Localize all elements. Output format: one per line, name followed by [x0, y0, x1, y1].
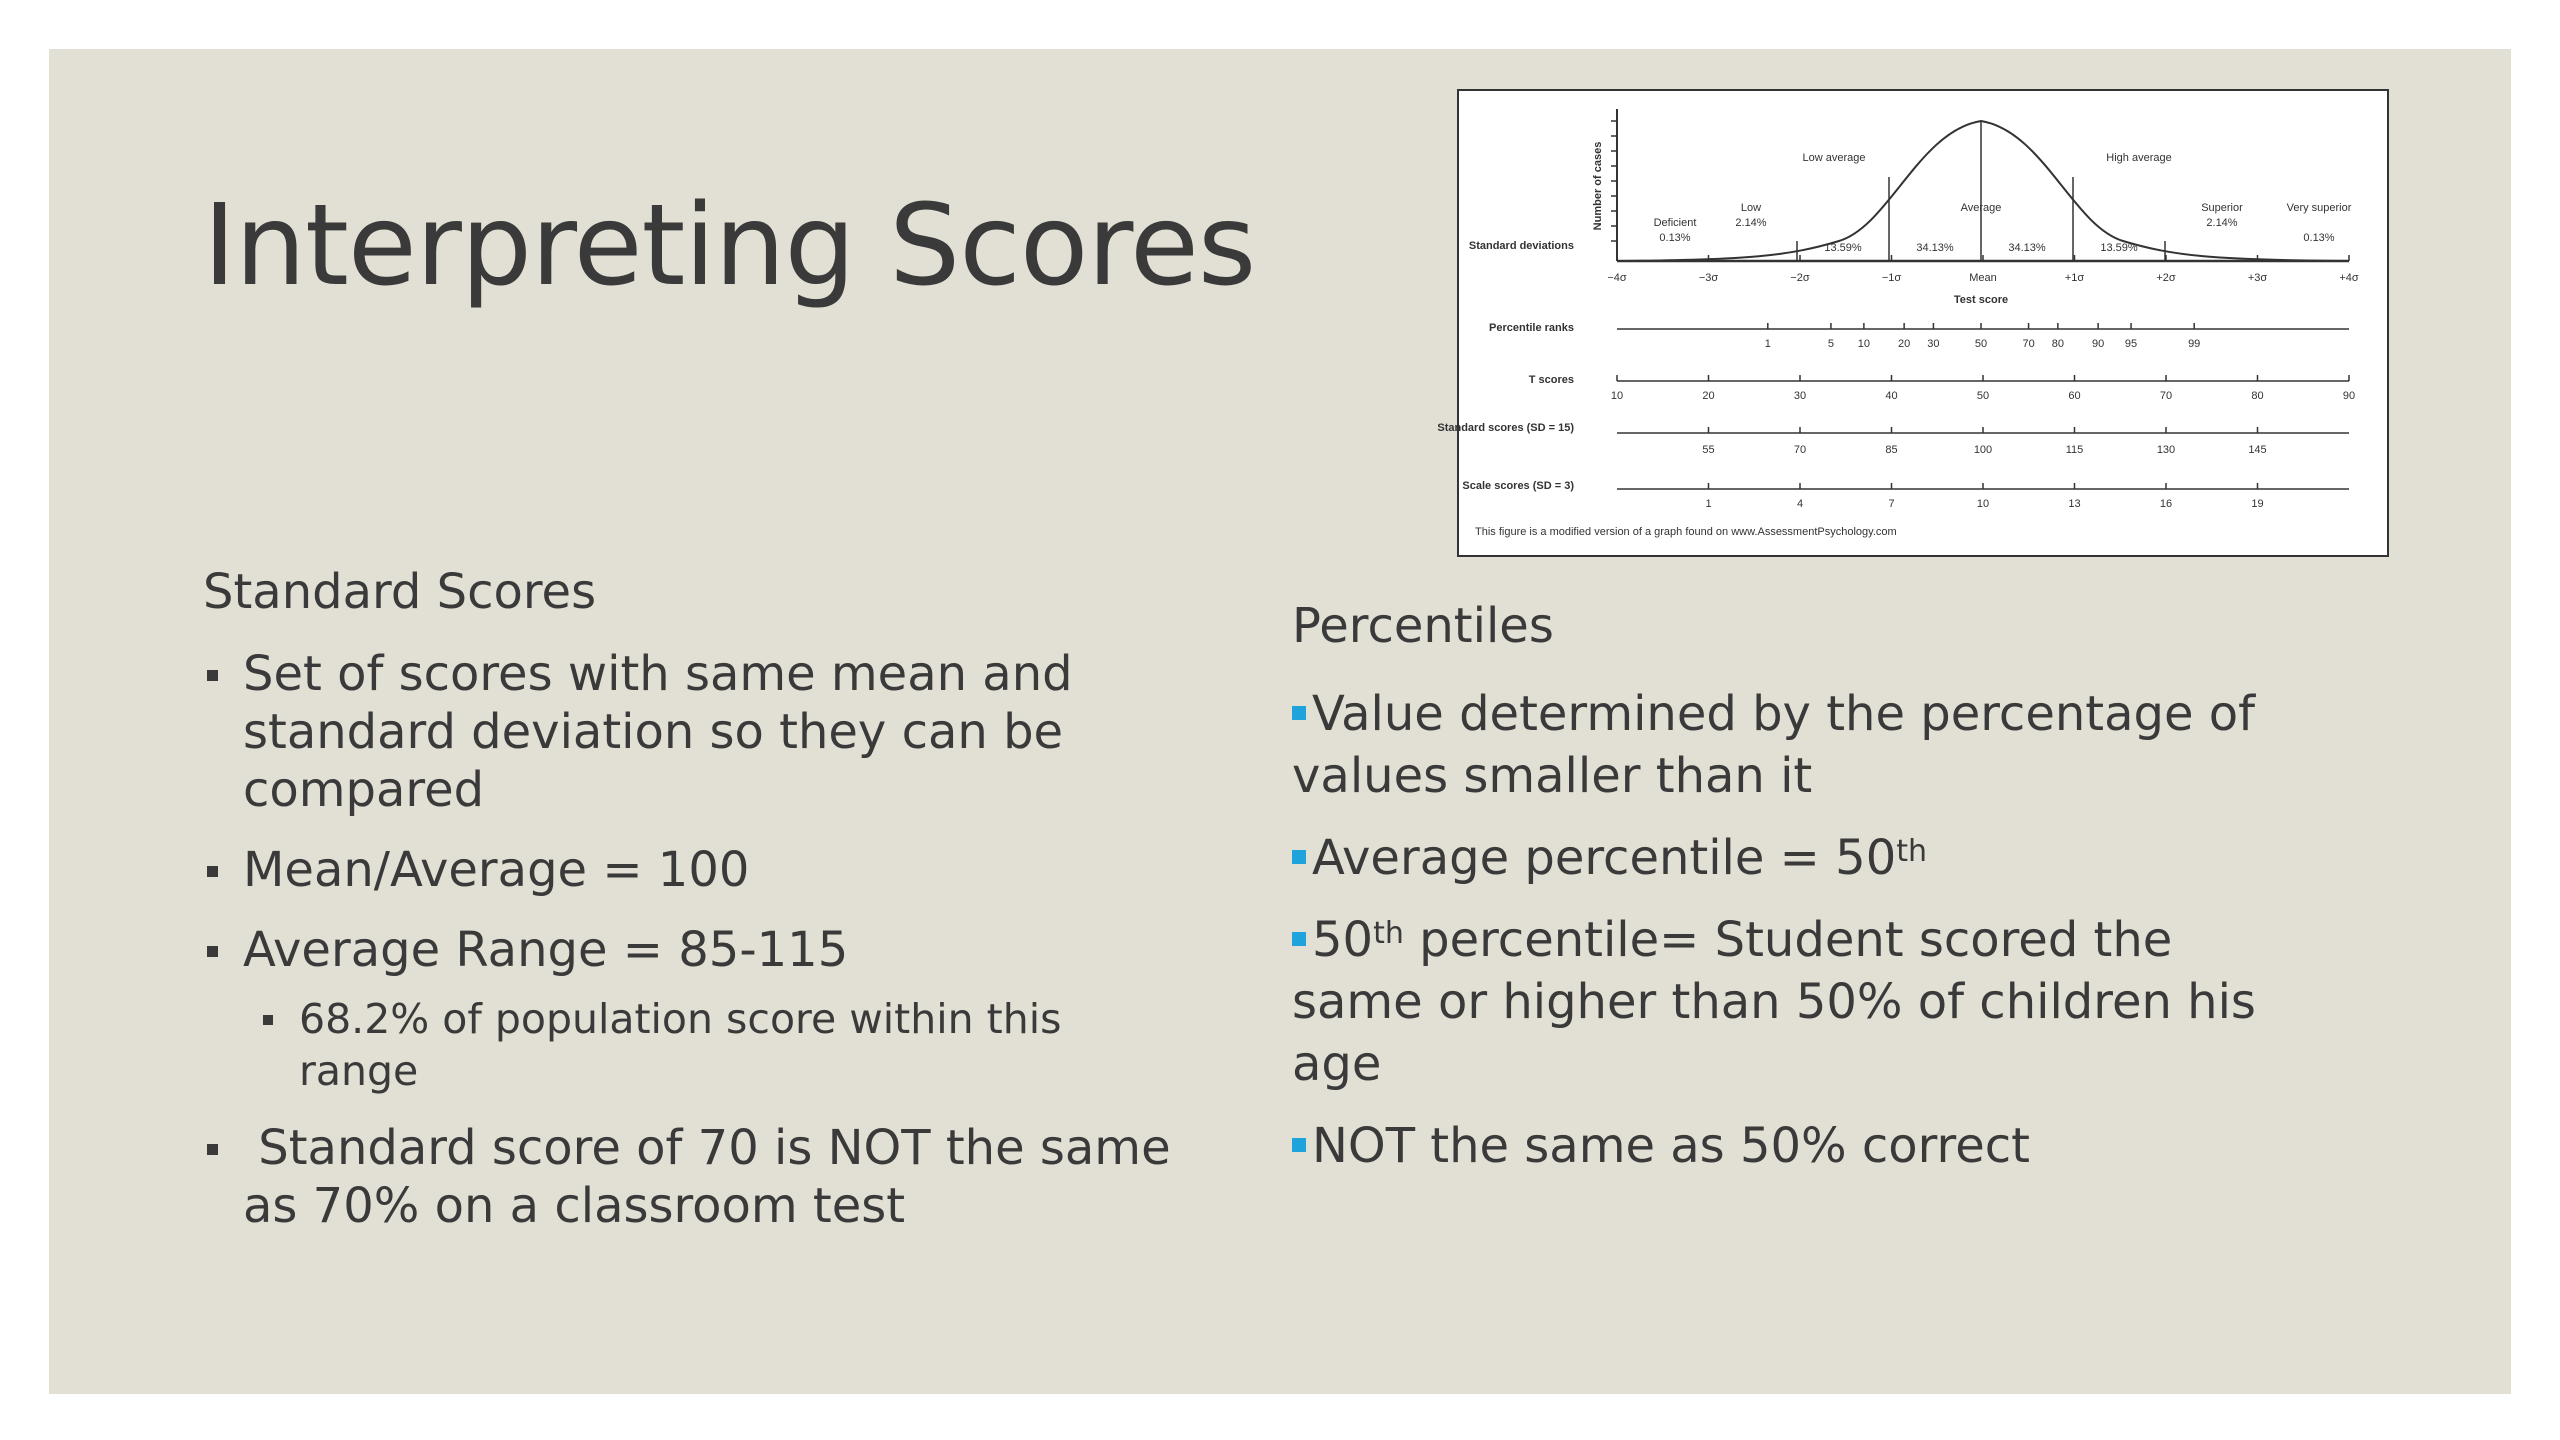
label-deficient: Deficient — [1653, 217, 1697, 229]
percentile-tick-label: 10 — [1857, 338, 1871, 350]
area-pct-4: 13.59% — [2100, 242, 2138, 254]
label-average: Average — [1960, 202, 2002, 214]
percentile-tick-label: 90 — [2091, 338, 2105, 350]
y-axis-label: Number of cases — [1592, 141, 1604, 231]
percentiles-list — [1292, 683, 2292, 1177]
sub-list — [243, 993, 1183, 1097]
normal-distribution-figure — [1437, 89, 2389, 557]
scale-score-tick-label: 10 — [1976, 498, 1990, 510]
list-item-text: Average percentile = 50 — [1312, 830, 1897, 887]
row-scale-scores: Scale scores (SD = 3) — [1462, 480, 1574, 492]
sd-tick-label: +1σ — [2064, 272, 2085, 284]
t-score-tick-label: 50 — [1976, 390, 1990, 402]
area-pct-1: 13.59% — [1824, 242, 1862, 254]
sd-tick-label: −1σ — [1881, 272, 1902, 284]
list-item-text: Value determined by the percentage of values smaller than it — [1292, 686, 2256, 805]
standard-scores-list — [203, 645, 1186, 1235]
scale-score-tick-label: 1 — [1705, 498, 1712, 510]
sd-tick-label: Mean — [1969, 272, 1997, 284]
label-high-average: High average — [2106, 152, 2172, 164]
list-item-text: Mean/Average = 100 — [243, 842, 750, 899]
row-standard-deviations: Standard deviations — [1468, 240, 1574, 252]
list-item — [1292, 827, 2292, 889]
percentile-tick-label: 30 — [1927, 338, 1940, 350]
list-item — [1292, 683, 2292, 807]
t-score-tick-label: 30 — [1793, 390, 1807, 402]
label-low: Low — [1740, 202, 1762, 214]
scale-score-tick-label: 16 — [2159, 498, 2173, 510]
standard-score-tick-label: 70 — [1793, 444, 1807, 456]
sd-tick-label: +3σ — [2247, 272, 2268, 284]
standard-score-tick-label: 130 — [2156, 444, 2176, 456]
list-item — [203, 645, 1183, 819]
percentiles-heading: Percentiles — [1292, 598, 1554, 654]
t-score-tick-label: 20 — [1702, 390, 1715, 402]
sd-tick-label: −2σ — [1790, 272, 1810, 284]
sub-list-item-text: 68.2% of population score within this range — [299, 995, 1062, 1096]
t-score-tick-label: 40 — [1885, 390, 1898, 402]
row-test-score: Test score — [1953, 294, 2009, 306]
t-score-tick-label: 10 — [1610, 390, 1624, 402]
label-superior-pct: 2.14% — [2206, 217, 2238, 229]
square-bullet-icon — [1292, 850, 1306, 864]
percentile-tick-label: 99 — [2188, 338, 2201, 350]
square-bullet-icon — [1292, 932, 1306, 946]
t-score-tick-label: 60 — [2068, 390, 2081, 402]
percentiles-section — [1292, 595, 2292, 1197]
list-item-text: percentile= Student scored the same or higher than 50% of children his age — [1292, 912, 2272, 1093]
ordinal-suffix: th — [1896, 834, 1928, 870]
standard-scores-section — [203, 561, 1186, 1257]
list-item — [203, 841, 1183, 899]
percentile-tick-label: 80 — [2051, 338, 2064, 350]
label-deficient-pct: 0.13% — [1659, 232, 1691, 244]
ordinal-suffix: th — [1373, 916, 1404, 952]
t-score-tick-label: 70 — [2159, 390, 2173, 402]
list-item-text: Average Range = 85-115 — [243, 922, 849, 979]
bell-curve-chart — [1437, 91, 2387, 555]
sd-tick-label: −4σ — [1607, 272, 1627, 284]
label-low-pct: 2.14% — [1735, 217, 1767, 229]
row-t-scores: T scores — [1528, 374, 1574, 386]
standard-scores-heading: Standard Scores — [203, 564, 597, 620]
percentile-tick-label: 1 — [1764, 338, 1771, 350]
scale-score-tick-label: 4 — [1796, 498, 1804, 510]
label-low-average: Low average — [1802, 152, 1866, 164]
row-standard-scores: Standard scores (SD = 15) — [1437, 422, 1574, 434]
sub-list-item — [263, 993, 1183, 1097]
label-very-superior-pct: 0.13% — [2303, 232, 2335, 244]
standard-score-tick-label: 145 — [2248, 444, 2267, 456]
list-item-text: 50 — [1312, 912, 1374, 969]
area-pct-2: 34.13% — [1916, 242, 1954, 254]
sd-tick-label: +4σ — [2339, 272, 2359, 284]
square-bullet-icon — [1292, 706, 1306, 720]
square-bullet-icon — [1292, 1138, 1306, 1152]
standard-score-tick-label: 85 — [1885, 444, 1898, 456]
percentile-tick-label: 95 — [2124, 338, 2138, 350]
list-item — [1292, 1115, 2292, 1177]
slide — [49, 49, 2511, 1394]
bell-curve — [1617, 121, 2349, 261]
list-item — [203, 1119, 1186, 1235]
list-item — [1292, 909, 2292, 1095]
list-item — [203, 921, 1183, 1097]
t-score-tick-label: 90 — [2342, 390, 2356, 402]
label-superior: Superior — [2201, 202, 2243, 214]
sd-tick-label: +2σ — [2156, 272, 2176, 284]
list-item-text: Set of scores with same mean and standard deviation so they can be compared — [243, 646, 1073, 819]
t-score-tick-label: 80 — [2251, 390, 2264, 402]
list-item-text: Standard score of 70 is NOT the same as 70% on a classroom test — [243, 1120, 1186, 1235]
percentile-tick-label: 50 — [1974, 338, 1988, 350]
slide-title: Interpreting Scores — [203, 181, 1256, 311]
percentile-tick-label: 70 — [2022, 338, 2035, 350]
standard-score-tick-label: 115 — [2065, 444, 2084, 456]
percentile-tick-label: 20 — [1898, 338, 1911, 350]
scale-score-tick-label: 19 — [2251, 498, 2264, 510]
row-percentile-ranks: Percentile ranks — [1489, 322, 1574, 334]
scale-score-tick-label: 13 — [2068, 498, 2081, 510]
percentile-tick-label: 5 — [1827, 338, 1835, 350]
figure-caption: This figure is a modified version of a graph found on www.AssessmentPsychology.com — [1475, 526, 1897, 538]
list-item-text: NOT the same as 50% correct — [1312, 1118, 2030, 1175]
standard-score-tick-label: 100 — [1973, 444, 1993, 456]
sd-tick-label: −3σ — [1698, 272, 1719, 284]
standard-score-tick-label: 55 — [1702, 444, 1715, 456]
scale-score-tick-label: 7 — [1888, 498, 1895, 510]
area-pct-3: 34.13% — [2008, 242, 2046, 254]
label-very-superior: Very superior — [2286, 202, 2352, 214]
